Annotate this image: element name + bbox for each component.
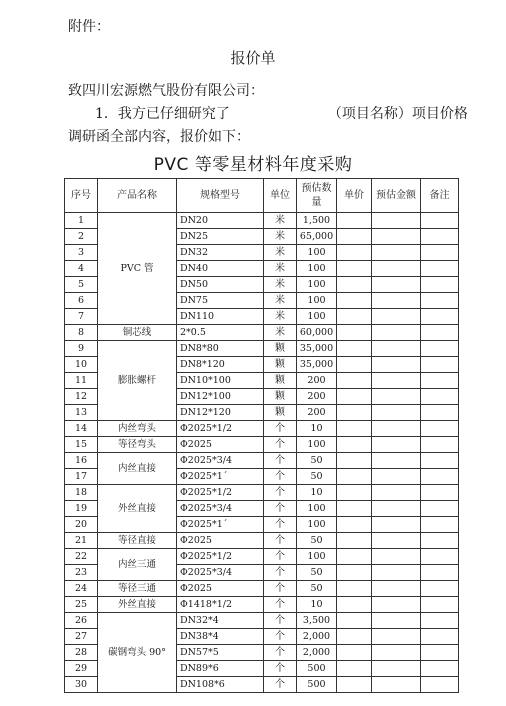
row-amount (372, 357, 421, 373)
table-row (65, 533, 459, 549)
statement-suffix: （项目名称）项目价格 (327, 106, 468, 122)
row-price (337, 485, 372, 501)
row-remark (421, 469, 459, 485)
row-qty: 35,000 (297, 341, 337, 357)
row-amount (372, 629, 421, 645)
row-unit: 个 (264, 453, 297, 469)
row-spec: DN20 (177, 213, 264, 229)
row-qty: 100 (297, 437, 337, 453)
row-amount (372, 309, 421, 325)
table-row (65, 421, 459, 437)
row-unit: 个 (264, 565, 297, 581)
row-spec: Φ2025 (177, 437, 264, 453)
row-spec: 2*0.5 (177, 325, 264, 341)
product-name: 内丝弯头 (98, 421, 177, 437)
header-amount: 预估金额 (372, 179, 421, 213)
row-amount (372, 581, 421, 597)
row-seq: 28 (65, 645, 98, 661)
row-remark (421, 597, 459, 613)
statement-line-2: 调研函全部内容，报价如下： (68, 129, 250, 145)
row-remark (421, 421, 459, 437)
row-seq: 2 (65, 229, 98, 245)
row-amount (372, 613, 421, 629)
row-spec: DN108*6 (177, 677, 264, 693)
row-seq: 3 (65, 245, 98, 261)
row-remark (421, 325, 459, 341)
row-unit: 个 (264, 485, 297, 501)
statement-line-1 (95, 103, 475, 123)
row-price (337, 453, 372, 469)
row-unit: 个 (264, 581, 297, 597)
row-unit: 个 (264, 517, 297, 533)
row-remark (421, 213, 459, 229)
row-qty: 1,500 (297, 213, 337, 229)
row-price (337, 533, 372, 549)
row-unit: 个 (264, 613, 297, 629)
row-qty: 200 (297, 373, 337, 389)
row-amount (372, 517, 421, 533)
row-seq: 10 (65, 357, 98, 373)
product-name: 碳钢弯头 90° (98, 613, 177, 693)
table-row (65, 549, 459, 565)
statement-prefix: 1．我方已仔细研究了 (95, 106, 230, 122)
row-seq: 20 (65, 517, 98, 533)
row-seq: 15 (65, 437, 98, 453)
attachment-label: 附件： (68, 19, 110, 35)
row-qty: 200 (297, 389, 337, 405)
row-seq: 22 (65, 549, 98, 565)
row-remark (421, 485, 459, 501)
row-remark (421, 453, 459, 469)
row-amount (372, 389, 421, 405)
row-amount (372, 277, 421, 293)
row-unit: 米 (264, 293, 297, 309)
row-price (337, 277, 372, 293)
row-seq: 17 (65, 469, 98, 485)
row-spec: Φ2025*3/4 (177, 565, 264, 581)
row-remark (421, 389, 459, 405)
row-spec: DN50 (177, 277, 264, 293)
row-remark (421, 549, 459, 565)
row-qty: 100 (297, 549, 337, 565)
row-amount (372, 213, 421, 229)
product-name: 内丝三通 (98, 549, 177, 581)
row-unit: 个 (264, 677, 297, 693)
product-name: 铜芯线 (98, 325, 177, 341)
row-amount (372, 405, 421, 421)
row-spec: DN10*100 (177, 373, 264, 389)
row-spec: Φ2025*3/4 (177, 501, 264, 517)
row-qty: 200 (297, 405, 337, 421)
row-seq: 30 (65, 677, 98, 693)
quotation-table (64, 178, 459, 693)
row-unit: 米 (264, 229, 297, 245)
product-name: 等径三通 (98, 581, 177, 597)
row-price (337, 357, 372, 373)
row-spec: DN8*80 (177, 341, 264, 357)
row-spec: DN38*4 (177, 629, 264, 645)
row-price (337, 517, 372, 533)
row-seq: 16 (65, 453, 98, 469)
row-spec: DN12*120 (177, 405, 264, 421)
row-remark (421, 293, 459, 309)
row-amount (372, 341, 421, 357)
row-price (337, 565, 372, 581)
row-price (337, 421, 372, 437)
table-row (65, 453, 459, 469)
row-spec: Φ2025 (177, 581, 264, 597)
row-spec: DN25 (177, 229, 264, 245)
row-qty: 3,500 (297, 613, 337, 629)
row-remark (421, 645, 459, 661)
row-qty: 100 (297, 501, 337, 517)
row-spec: Φ2025*1/2 (177, 485, 264, 501)
row-remark (421, 613, 459, 629)
row-unit: 米 (264, 309, 297, 325)
row-unit: 米 (264, 213, 297, 229)
row-qty: 50 (297, 469, 337, 485)
row-seq: 9 (65, 341, 98, 357)
row-amount (372, 501, 421, 517)
row-unit: 颗 (264, 373, 297, 389)
row-unit: 个 (264, 629, 297, 645)
row-amount (372, 293, 421, 309)
row-amount (372, 261, 421, 277)
row-remark (421, 373, 459, 389)
row-qty: 10 (297, 485, 337, 501)
row-remark (421, 677, 459, 693)
row-price (337, 261, 372, 277)
row-seq: 24 (65, 581, 98, 597)
row-amount (372, 453, 421, 469)
row-seq: 11 (65, 373, 98, 389)
row-spec: Φ2025*1´ (177, 469, 264, 485)
row-price (337, 581, 372, 597)
row-price (337, 245, 372, 261)
row-unit: 个 (264, 645, 297, 661)
table-row (65, 485, 459, 501)
table-row (65, 613, 459, 629)
row-qty: 100 (297, 293, 337, 309)
row-amount (372, 645, 421, 661)
row-qty: 60,000 (297, 325, 337, 341)
row-qty: 50 (297, 581, 337, 597)
row-amount (372, 565, 421, 581)
row-price (337, 501, 372, 517)
row-remark (421, 629, 459, 645)
row-price (337, 389, 372, 405)
row-unit: 个 (264, 501, 297, 517)
row-price (337, 405, 372, 421)
row-seq: 29 (65, 661, 98, 677)
row-remark (421, 437, 459, 453)
row-spec: DN12*100 (177, 389, 264, 405)
table-title: PVC 等零星材料年度采购 (153, 155, 353, 175)
header-unit: 单位 (264, 179, 297, 213)
row-price (337, 229, 372, 245)
row-seq: 8 (65, 325, 98, 341)
row-remark (421, 261, 459, 277)
row-remark (421, 661, 459, 677)
row-seq: 21 (65, 533, 98, 549)
row-spec: Φ2025 (177, 533, 264, 549)
row-price (337, 629, 372, 645)
product-name: PVC 管 (98, 213, 177, 325)
row-amount (372, 661, 421, 677)
row-seq: 19 (65, 501, 98, 517)
row-amount (372, 533, 421, 549)
row-remark (421, 309, 459, 325)
row-remark (421, 245, 459, 261)
row-price (337, 677, 372, 693)
row-remark (421, 533, 459, 549)
row-qty: 100 (297, 517, 337, 533)
row-spec: Φ2025*1/2 (177, 549, 264, 565)
row-qty: 10 (297, 421, 337, 437)
row-amount (372, 373, 421, 389)
product-name: 等径直接 (98, 533, 177, 549)
row-spec: Φ2025*1/2 (177, 421, 264, 437)
table-row (65, 581, 459, 597)
row-spec: DN110 (177, 309, 264, 325)
row-unit: 颗 (264, 405, 297, 421)
row-price (337, 341, 372, 357)
row-qty: 100 (297, 309, 337, 325)
row-unit: 个 (264, 549, 297, 565)
row-unit: 颗 (264, 357, 297, 373)
row-remark (421, 357, 459, 373)
row-price (337, 309, 372, 325)
row-qty: 50 (297, 533, 337, 549)
row-qty: 10 (297, 597, 337, 613)
row-spec: Φ1418*1/2 (177, 597, 264, 613)
header-name: 产品名称 (98, 179, 177, 213)
row-unit: 个 (264, 533, 297, 549)
header-row (65, 179, 459, 213)
product-name: 外丝直接 (98, 485, 177, 533)
row-remark (421, 517, 459, 533)
row-price (337, 325, 372, 341)
row-price (337, 661, 372, 677)
row-spec: DN32*4 (177, 613, 264, 629)
row-qty: 2,000 (297, 645, 337, 661)
row-seq: 13 (65, 405, 98, 421)
row-remark (421, 341, 459, 357)
header-remark: 备注 (421, 179, 459, 213)
row-spec: DN75 (177, 293, 264, 309)
product-name: 膨胀螺杆 (98, 341, 177, 421)
row-spec: DN57*5 (177, 645, 264, 661)
product-name: 外丝直接 (98, 597, 177, 613)
row-seq: 23 (65, 565, 98, 581)
row-amount (372, 437, 421, 453)
row-spec: DN8*120 (177, 357, 264, 373)
row-unit: 个 (264, 421, 297, 437)
row-price (337, 437, 372, 453)
row-remark (421, 565, 459, 581)
row-unit: 米 (264, 277, 297, 293)
row-remark (421, 581, 459, 597)
row-spec: DN32 (177, 245, 264, 261)
row-seq: 14 (65, 421, 98, 437)
table-row (65, 341, 459, 357)
row-spec: DN89*6 (177, 661, 264, 677)
product-name: 内丝直接 (98, 453, 177, 485)
row-price (337, 213, 372, 229)
row-seq: 7 (65, 309, 98, 325)
row-qty: 100 (297, 261, 337, 277)
row-unit: 个 (264, 597, 297, 613)
row-unit: 米 (264, 261, 297, 277)
header-spec: 规格型号 (177, 179, 264, 213)
row-qty: 35,000 (297, 357, 337, 373)
row-amount (372, 677, 421, 693)
row-unit: 米 (264, 245, 297, 261)
row-seq: 6 (65, 293, 98, 309)
row-qty: 500 (297, 677, 337, 693)
row-remark (421, 277, 459, 293)
header-qty: 预估数量 (297, 179, 337, 213)
row-amount (372, 245, 421, 261)
product-name: 等径弯头 (98, 437, 177, 453)
row-amount (372, 229, 421, 245)
row-qty: 2,000 (297, 629, 337, 645)
row-price (337, 613, 372, 629)
row-qty: 50 (297, 453, 337, 469)
row-seq: 4 (65, 261, 98, 277)
row-price (337, 469, 372, 485)
row-qty: 50 (297, 565, 337, 581)
row-price (337, 597, 372, 613)
row-spec: DN40 (177, 261, 264, 277)
row-unit: 个 (264, 437, 297, 453)
row-qty: 65,000 (297, 229, 337, 245)
row-seq: 26 (65, 613, 98, 629)
row-unit: 颗 (264, 389, 297, 405)
row-seq: 18 (65, 485, 98, 501)
row-seq: 25 (65, 597, 98, 613)
row-price (337, 549, 372, 565)
header-seq: 序号 (65, 179, 98, 213)
row-unit: 米 (264, 325, 297, 341)
table-row (65, 597, 459, 613)
row-price (337, 293, 372, 309)
document-title: 报价单 (230, 49, 276, 67)
row-amount (372, 549, 421, 565)
row-remark (421, 501, 459, 517)
header-price: 单价 (337, 179, 372, 213)
row-seq: 1 (65, 213, 98, 229)
row-seq: 12 (65, 389, 98, 405)
row-amount (372, 421, 421, 437)
table-body (65, 213, 459, 693)
row-amount (372, 597, 421, 613)
table-row (65, 213, 459, 229)
row-remark (421, 405, 459, 421)
table-row (65, 325, 459, 341)
table-row (65, 437, 459, 453)
row-amount (372, 485, 421, 501)
row-remark (421, 229, 459, 245)
row-qty: 100 (297, 245, 337, 261)
row-amount (372, 325, 421, 341)
row-unit: 个 (264, 661, 297, 677)
row-qty: 500 (297, 661, 337, 677)
addressee-line: 致四川宏源燃气股份有限公司： (68, 83, 264, 99)
row-unit: 颗 (264, 341, 297, 357)
row-amount (372, 469, 421, 485)
row-spec: Φ2025*3/4 (177, 453, 264, 469)
row-qty: 100 (297, 277, 337, 293)
row-seq: 5 (65, 277, 98, 293)
row-unit: 个 (264, 469, 297, 485)
row-seq: 27 (65, 629, 98, 645)
row-price (337, 373, 372, 389)
row-price (337, 645, 372, 661)
row-spec: Φ2025*1´ (177, 517, 264, 533)
